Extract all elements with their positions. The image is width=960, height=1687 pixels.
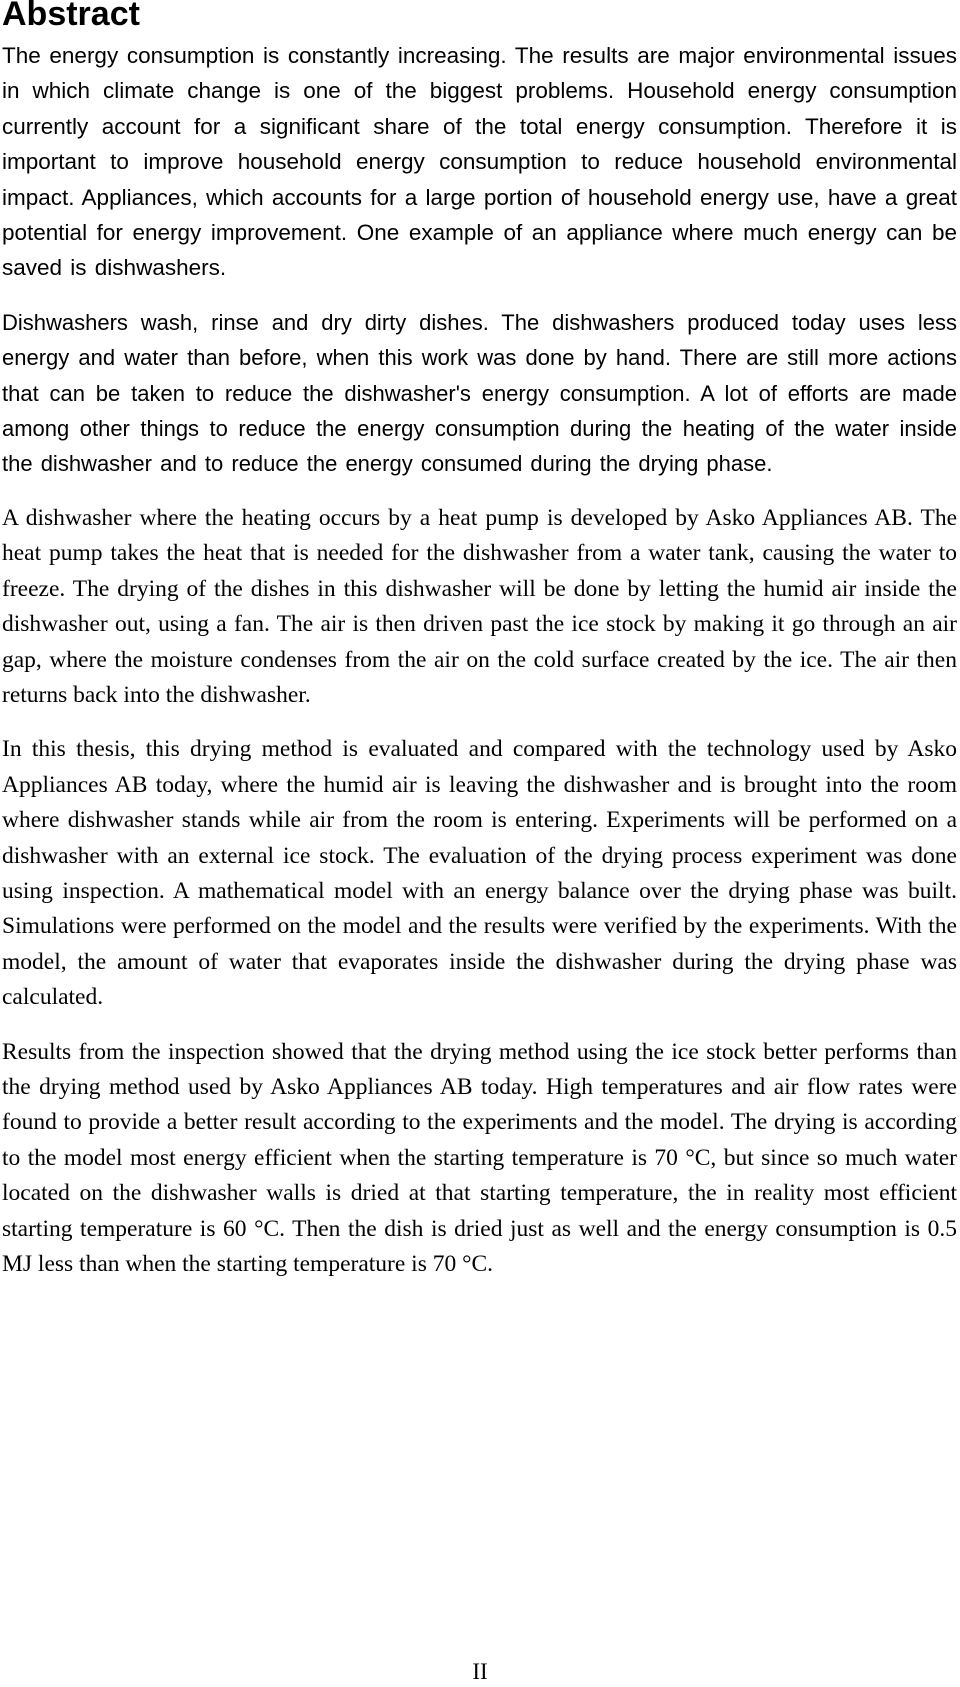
- paragraph-4: In this thesis, this drying method is evaluated and compared with the technology used by Asko Appliances AB today, where the humid air is leaving the dishwasher and is brought into the room where dishwasher stands while air from the room is entering. Experiments will be performed on a dishwasher with an external ice stock. The evaluation of the drying process experiment was done using inspection. A mathematical model with an energy balance over the drying phase was built. Simulations were performed on the model and the results were verified by the experiments. With the model, the amount of water that evaporates inside the dishwasher during the drying phase was calculated.: [2, 736, 957, 1011]
- page-number: II: [472, 1659, 488, 1684]
- section-heading: Abstract: [2, 0, 140, 33]
- paragraph-1: The energy consumption is constantly increasing. The results are major environmental issues in which climate change is one of the biggest problems. Household energy consumption currently account for a significant share of the total energy consumption. Therefore it is important to improve household energy consumption to reduce household environmental impact. Appliances, which accounts for a large portion of household energy use, have a great potential for energy improvement. One example of an appliance where much energy can be saved is dishwashers.: [2, 43, 957, 281]
- abstract-body: [2, 38, 957, 1301]
- paragraph-3: A dishwasher where the heating occurs by a heat pump is developed by Asko Appliances AB. The heat pump takes the heat that is needed for the dishwasher from a water tank, causing the water to freeze. The drying of the dishes in this dishwasher will be done by letting the humid air inside the dishwasher out, using a fan. The air is then driven past the ice stock by making it go through an air gap, where the moisture condenses from the air on the cold surface created by the ice. The air then returns back into the dishwasher.: [2, 504, 957, 708]
- paragraph-5: Results from the inspection showed that the drying method using the ice stock better performs than the drying method used by Asko Appliances AB today. High temperatures and air flow rates were found to provide a better result according to the experiments and the model. The drying is according to the model most energy efficient when the starting temperature is 70 °C, but since so much water located on the dishwasher walls is dried at that starting temperature, the in reality most efficient starting temperature is 60 °C. Then the dish is dried just as well and the energy consumption is 0.5 MJ less than when the starting temperature is 70 °C.: [2, 1038, 957, 1277]
- paragraph-2: Dishwashers wash, rinse and dry dirty dishes. The dishwashers produced today uses less energy and water than before, when this work was done by hand. There are still more actions that can be taken to reduce the dishwasher's energy consumption. A lot of efforts are made among other things to reduce the energy consumption during the heating of the water inside the dishwasher and to reduce the energy consumed during the drying phase.: [2, 309, 957, 477]
